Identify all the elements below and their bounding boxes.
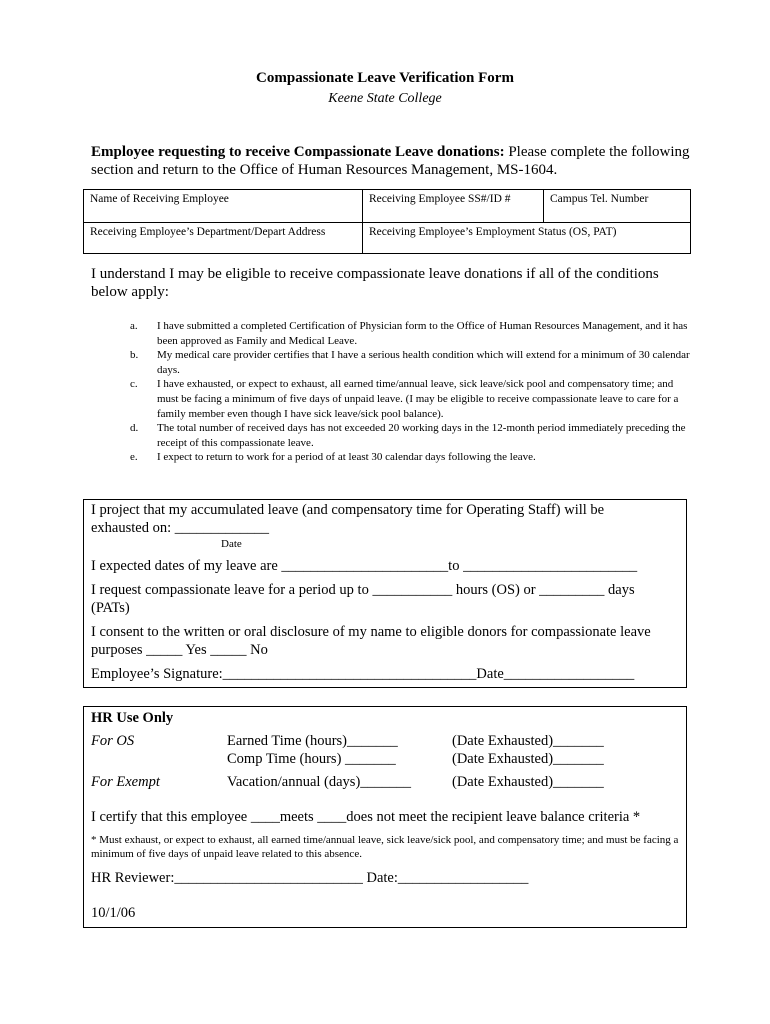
project-line-1: I project that my accumulated leave (and compensatory time for Operating Staff) will be <box>91 502 605 518</box>
condition-item: c. I have exhausted, or expect to exhaust, all earned time/annual leave, sick leave/sick pool and compensatory time; and must be facing a minimum of five days of unpaid leave. (I may be eligible to receive compassionate leave to care for a family member even though I have sick leave/sick pool balance). <box>130 378 679 420</box>
status-label: Receiving Employee’s Employment Status (OS, PAT) <box>369 226 617 238</box>
employee-section-box <box>83 499 687 688</box>
condition-item: b. My medical care provider certifies that I have a serious health condition which will extend for a minimum of 30 calendar days. <box>130 349 690 376</box>
comp-time-field[interactable]: Comp Time (hours) _______ <box>227 751 396 767</box>
date-exhausted-field-2[interactable]: (Date Exhausted)_______ <box>452 751 604 767</box>
earned-time-field[interactable]: Earned Time (hours)_______ <box>227 733 398 749</box>
expected-dates-field[interactable]: I expected dates of my leave are _______________________to ________________________ <box>91 558 638 574</box>
hr-footnote: * Must exhaust, or expect to exhaust, all earned time/annual leave, sick leave/sick pool, and compensatory time; and must be facing a minimum of five days of unpaid leave related to this absence. <box>91 834 679 860</box>
certify-field[interactable]: I certify that this employee ____meets ____does not meet the recipient leave balance criteria * <box>91 809 641 825</box>
name-label: Name of Receiving Employee <box>90 193 229 205</box>
employee-signature-field[interactable]: Employee’s Signature:___________________________________Date__________________ <box>91 666 635 682</box>
hr-section-box <box>83 706 687 928</box>
request-line-2: (PATs) <box>91 600 130 616</box>
dept-label: Receiving Employee’s Department/Depart Address <box>90 226 326 238</box>
for-os-label: For OS <box>91 733 135 749</box>
form-revision-date: 10/1/06 <box>91 905 136 921</box>
tel-label: Campus Tel. Number <box>550 193 649 205</box>
conditions-list <box>130 319 690 465</box>
hr-heading: HR Use Only <box>91 710 174 726</box>
tel-field[interactable] <box>544 190 691 223</box>
condition-item: e. I expect to return to work for a period of at least 30 calendar days following the leave. <box>130 451 536 464</box>
intro-bold: Employee requesting to receive Compassionate Leave donations: <box>91 144 505 160</box>
ssid-field[interactable] <box>363 190 544 223</box>
status-field[interactable] <box>363 223 691 254</box>
ssid-label: Receiving Employee SS#/ID # <box>369 193 511 205</box>
condition-item: a. I have submitted a completed Certification of Physician form to the Office of Human Resources Management, and it has been approved as Family and Medical Leave. <box>130 320 688 347</box>
consent-line-1: I consent to the written or oral disclosure of my name to eligible donors for compassionate leave <box>91 624 651 640</box>
intro-paragraph <box>91 143 691 179</box>
exhausted-on-field[interactable]: exhausted on: _____________ <box>91 520 270 536</box>
request-period-field[interactable]: I request compassionate leave for a period up to ___________ hours (OS) or _________ days <box>91 582 635 598</box>
date-exhausted-field-1[interactable]: (Date Exhausted)_______ <box>452 733 604 749</box>
name-field[interactable] <box>84 190 363 223</box>
condition-item: d. The total number of received days has not exceeded 20 working days in the 12-month period immediately preceding the receipt of this compassionate leave. <box>130 422 686 449</box>
form-subtitle: Keene State College <box>328 91 442 106</box>
employee-info-table <box>83 189 691 254</box>
intro-rest: Please complete the following section and return to the Office of Human Resources Management, MS-1604. <box>91 144 690 178</box>
vacation-field[interactable]: Vacation/annual (days)_______ <box>227 774 412 790</box>
date-exhausted-field-3[interactable]: (Date Exhausted)_______ <box>452 774 604 790</box>
date-caption: Date <box>221 538 242 550</box>
dept-field[interactable] <box>84 223 363 254</box>
form-title: Compassionate Leave Verification Form <box>256 70 514 86</box>
hr-reviewer-field[interactable]: HR Reviewer:__________________________ Date:__________________ <box>91 870 529 886</box>
conditions-intro: I understand I may be eligible to receive compassionate leave donations if all of the conditions below apply: <box>91 266 659 300</box>
for-exempt-label: For Exempt <box>91 774 160 790</box>
consent-yes-no-field[interactable]: purposes _____ Yes _____ No <box>91 642 268 658</box>
